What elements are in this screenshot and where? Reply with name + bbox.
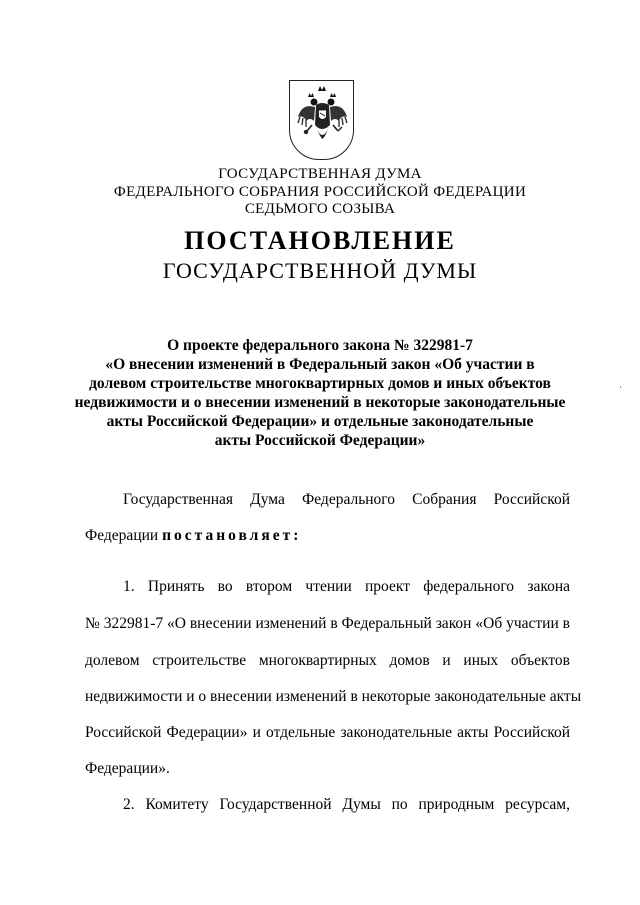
preamble-verb: постановляет: (162, 527, 302, 544)
subject-line: акты Российской Федерации» (214, 432, 426, 449)
subject-line: недвижимости и о внесении изменений в некоторые законодательные (74, 394, 566, 411)
item-1-line: Российской Федерации» и отдельные законодательные акты Российской (85, 724, 570, 741)
item-1-line: недвижимости и о внесении изменений в некоторые законодательные акты (85, 688, 582, 705)
subject-line: акты Российской Федерации» и отдельные законодательные (106, 413, 534, 430)
emblem-frame (289, 80, 354, 160)
header-line-1: ГОСУДАРСТВЕННАЯ ДУМА (218, 166, 422, 182)
header-line-3: СЕДЬМОГО СОЗЫВА (244, 201, 396, 217)
item-1-line: 1. Принять во втором чтении проект федерального закона (123, 578, 570, 595)
document-title: ПОСТАНОВЛЕНИЕ (184, 226, 456, 255)
header-line-2: ФЕДЕРАЛЬНОГО СОБРАНИЯ РОССИЙСКОЙ ФЕДЕРАЦИИ (113, 184, 527, 200)
item-1-line: № 322981-7 «О внесении изменений в Федеральный закон «Об участии в (85, 615, 570, 632)
preamble-prefix: Федерации (85, 527, 163, 544)
subject-line: долевом строительстве многоквартирных домов и иных объектов (89, 375, 551, 392)
item-1-line: долевом строительстве многоквартирных домов и иных объектов (85, 652, 570, 669)
preamble-line-2 (85, 527, 570, 545)
resolution-subject (60, 336, 580, 450)
item-2-line: 2. Комитету Государственной Думы по природным ресурсам, (123, 796, 570, 813)
item-1-line: Федерации». (85, 760, 170, 777)
subject-line: О проекте федерального закона № 322981-7 (167, 337, 473, 354)
russian-coat-of-arms-icon (290, 81, 355, 161)
document-subtitle: ГОСУДАРСТВЕННОЙ ДУМЫ (162, 258, 478, 283)
subject-line: «О внесении изменений в Федеральный закон «Об участии в (105, 356, 535, 373)
scan-speck (620, 386, 621, 388)
preamble-line: Государственная Дума Федерального Собрания Российской (123, 491, 570, 508)
